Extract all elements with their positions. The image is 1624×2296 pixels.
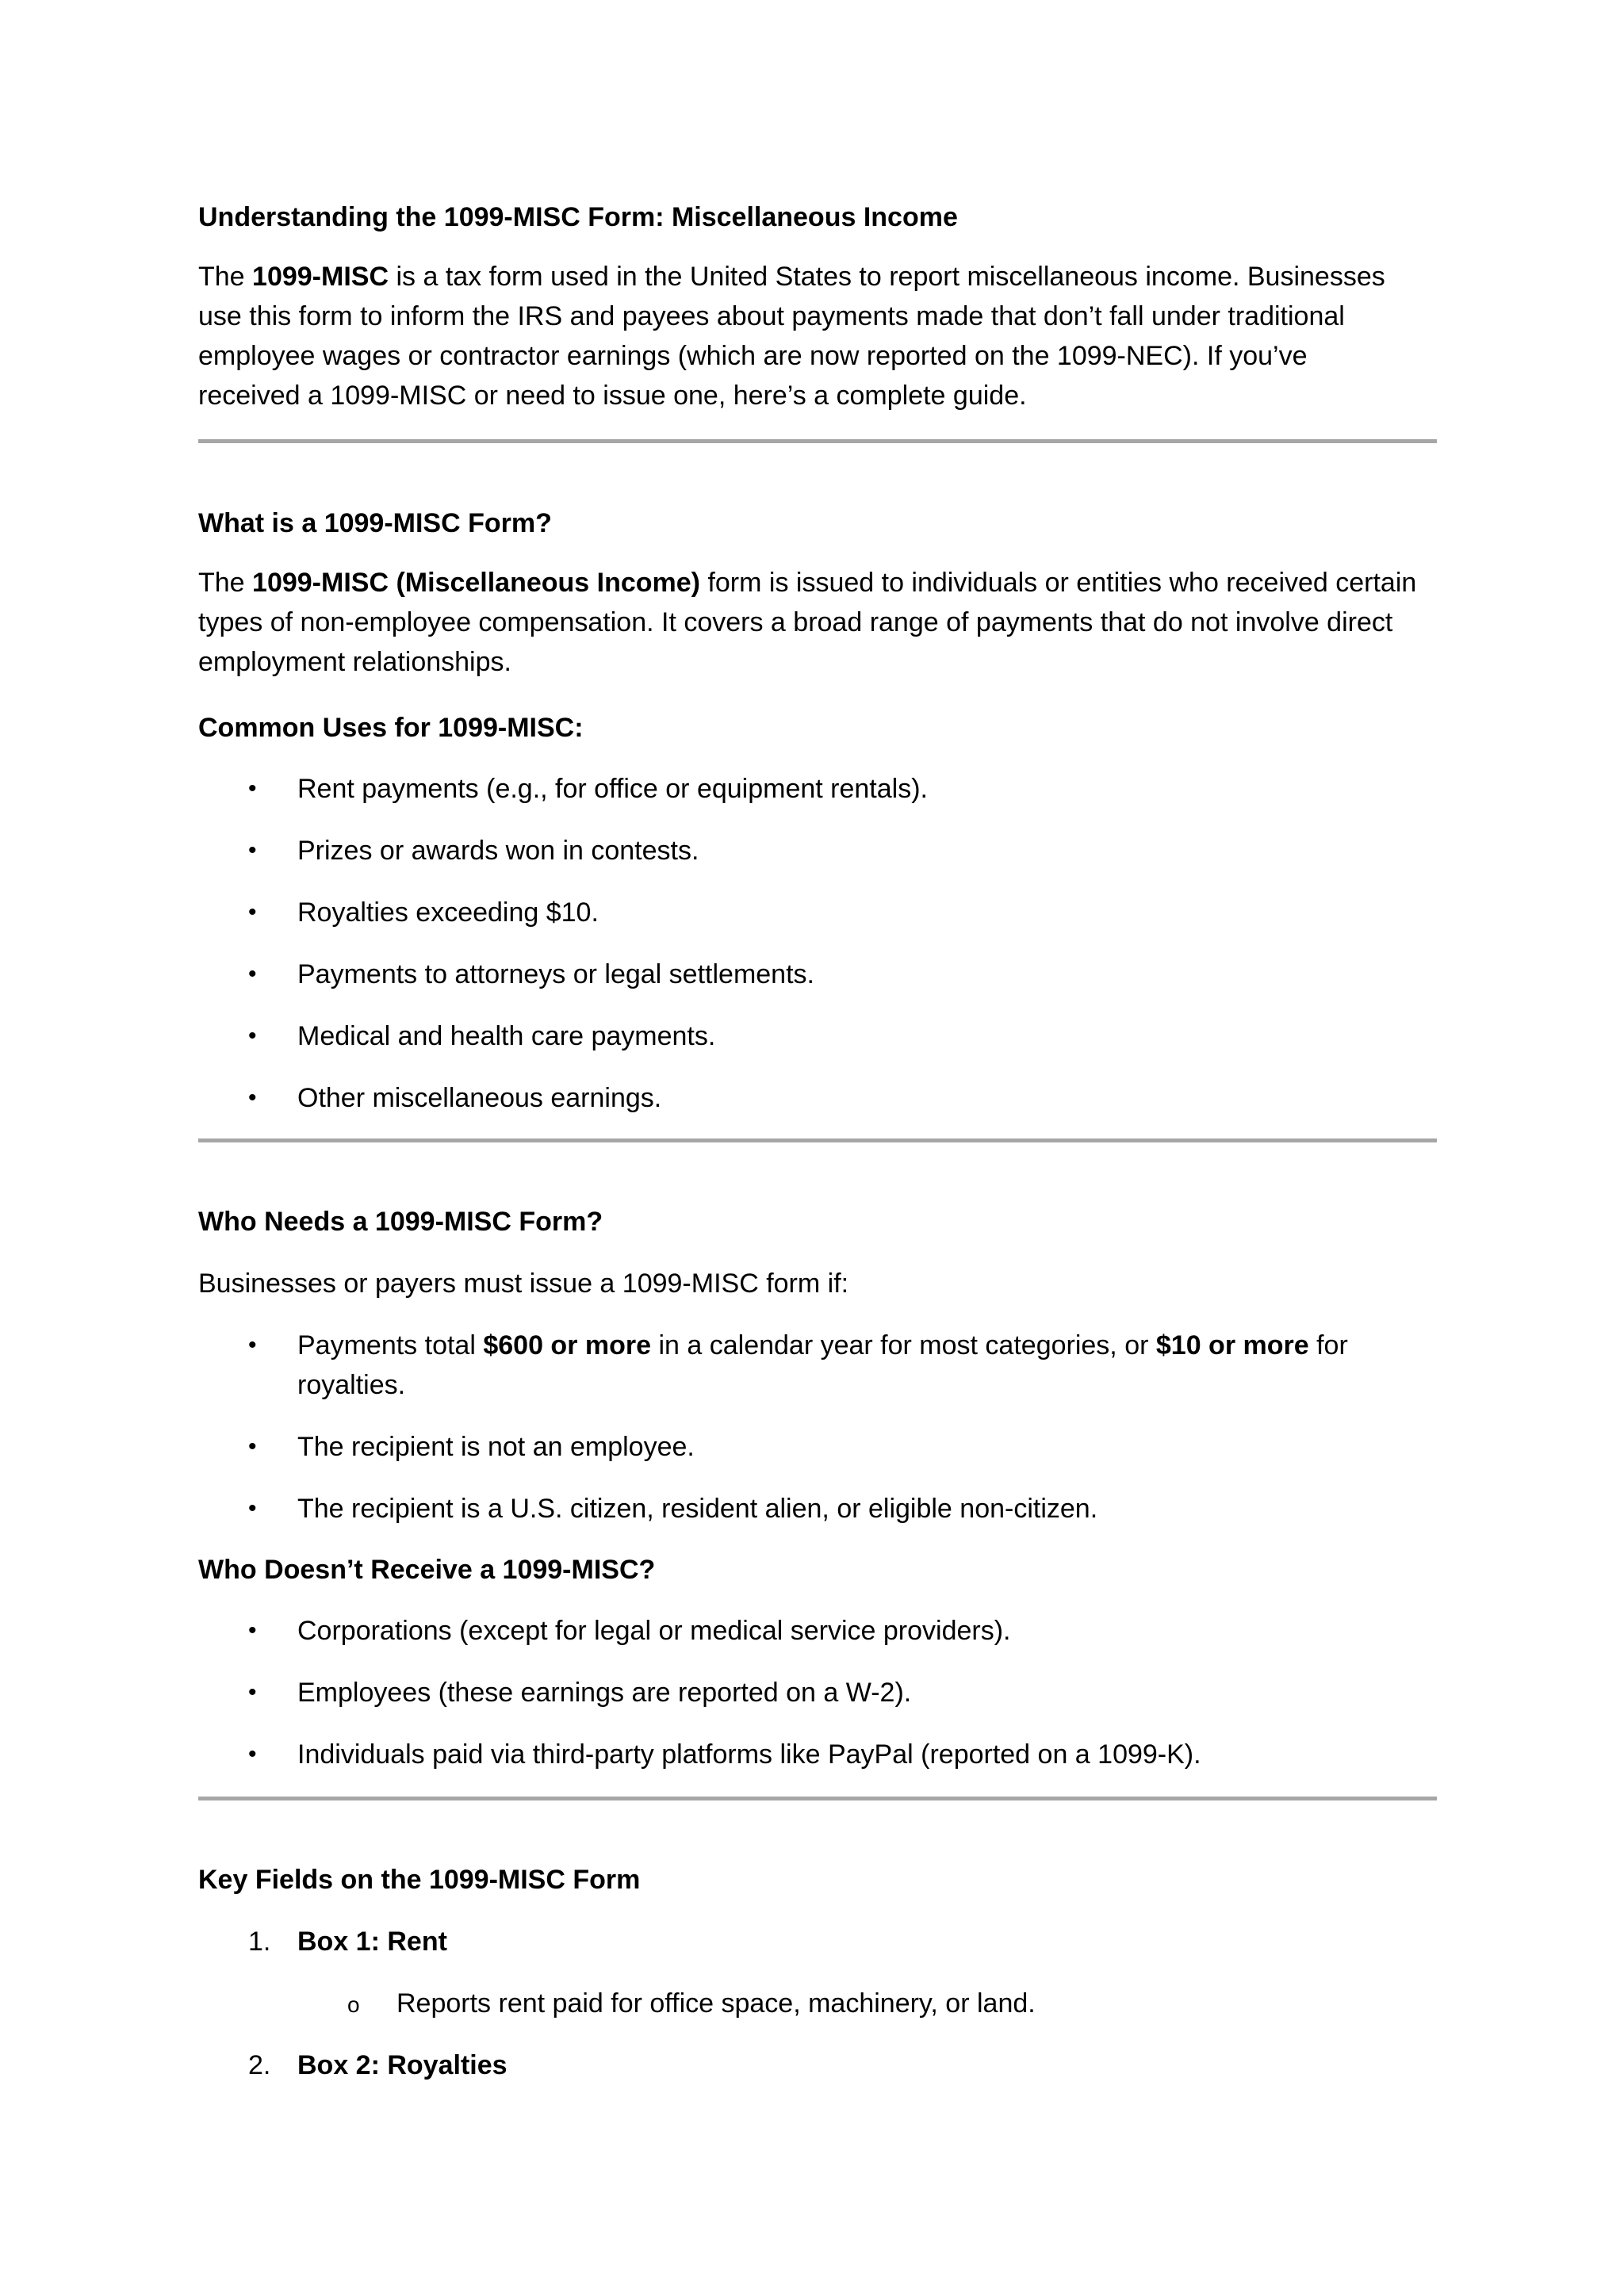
list-item: • The recipient is not an employee.: [297, 1427, 1431, 1467]
subheading-who-doesnt: Who Doesn’t Receive a 1099-MISC?: [198, 1555, 656, 1585]
list-item: • Individuals paid via third-party platforms like PayPal (reported on a 1099-K).: [297, 1735, 1431, 1774]
section-divider: [198, 1138, 1437, 1142]
list-number: 1.: [248, 1927, 271, 1957]
section-heading-who: Who Needs a 1099-MISC Form?: [198, 1207, 603, 1237]
bullet-icon: •: [248, 1085, 257, 1111]
list-number: 2.: [248, 2050, 271, 2080]
bullet-icon: •: [248, 1332, 257, 1358]
list-item: • Payments to attorneys or legal settlements.: [297, 955, 1431, 994]
list-item: • Other miscellaneous earnings.: [297, 1078, 1431, 1118]
bullet-icon: •: [248, 1741, 257, 1767]
bullet-icon: •: [248, 1617, 257, 1644]
bullet-icon: •: [248, 837, 257, 863]
circle-bullet-icon: o: [347, 1992, 360, 2017]
section-heading-key-fields: Key Fields on the 1099-MISC Form: [198, 1865, 641, 1895]
document-title: Understanding the 1099-MISC Form: Miscellaneous Income: [198, 202, 958, 232]
bullet-icon: •: [248, 961, 257, 987]
list-item: • Employees (these earnings are reported on a W-2).: [297, 1673, 1431, 1712]
section-divider: [198, 1797, 1437, 1800]
list-item: • Corporations (except for legal or medical service providers).: [297, 1611, 1431, 1651]
intro-paragraph: The 1099-MISC is a tax form used in the United States to report miscellaneous income. Businesses use this form to inform the IRS and payees about payments made that don’t fall under traditional employee wages or contractor earnings (which are now reported on the 1099-NEC). If you’ve received a 1099-MISC or need to issue one, here’s a complete guide.: [198, 262, 1385, 411]
section-divider: [198, 439, 1437, 443]
list-item: • Prizes or awards won in contests.: [297, 831, 1431, 871]
list-item: • The recipient is a U.S. citizen, resident alien, or eligible non-citizen.: [297, 1489, 1431, 1529]
list-item: • Medical and health care payments.: [297, 1016, 1431, 1056]
numbered-item-box2: 2. Box 2: Royalties: [297, 2045, 1431, 2085]
bullet-icon: •: [248, 1023, 257, 1049]
who-intro: Businesses or payers must issue a 1099-MISC form if:: [198, 1269, 849, 1299]
bullet-icon: •: [248, 899, 257, 925]
bullet-icon: •: [248, 775, 257, 802]
numbered-item-box1: 1. Box 1: Rent: [297, 1922, 1431, 1961]
section-heading-what: What is a 1099-MISC Form?: [198, 508, 552, 538]
list-item: • Payments total $600 or more in a calendar year for most categories, or $10 or more for royalties.: [297, 1326, 1431, 1405]
bullet-icon: •: [248, 1679, 257, 1705]
sub-list-item: o Reports rent paid for office space, machinery, or land.: [396, 1984, 1036, 2023]
bullet-icon: •: [248, 1495, 257, 1521]
bullet-icon: •: [248, 1433, 257, 1460]
list-item: • Royalties exceeding $10.: [297, 893, 1431, 932]
subheading-common-uses: Common Uses for 1099-MISC:: [198, 713, 584, 743]
what-paragraph: The 1099-MISC (Miscellaneous Income) form is issued to individuals or entities who received certain types of non-employee compensation. It covers a broad range of payments that do not involve direct employment relationships.: [198, 568, 1417, 677]
list-item: • Rent payments (e.g., for office or equipment rentals).: [297, 769, 1431, 809]
